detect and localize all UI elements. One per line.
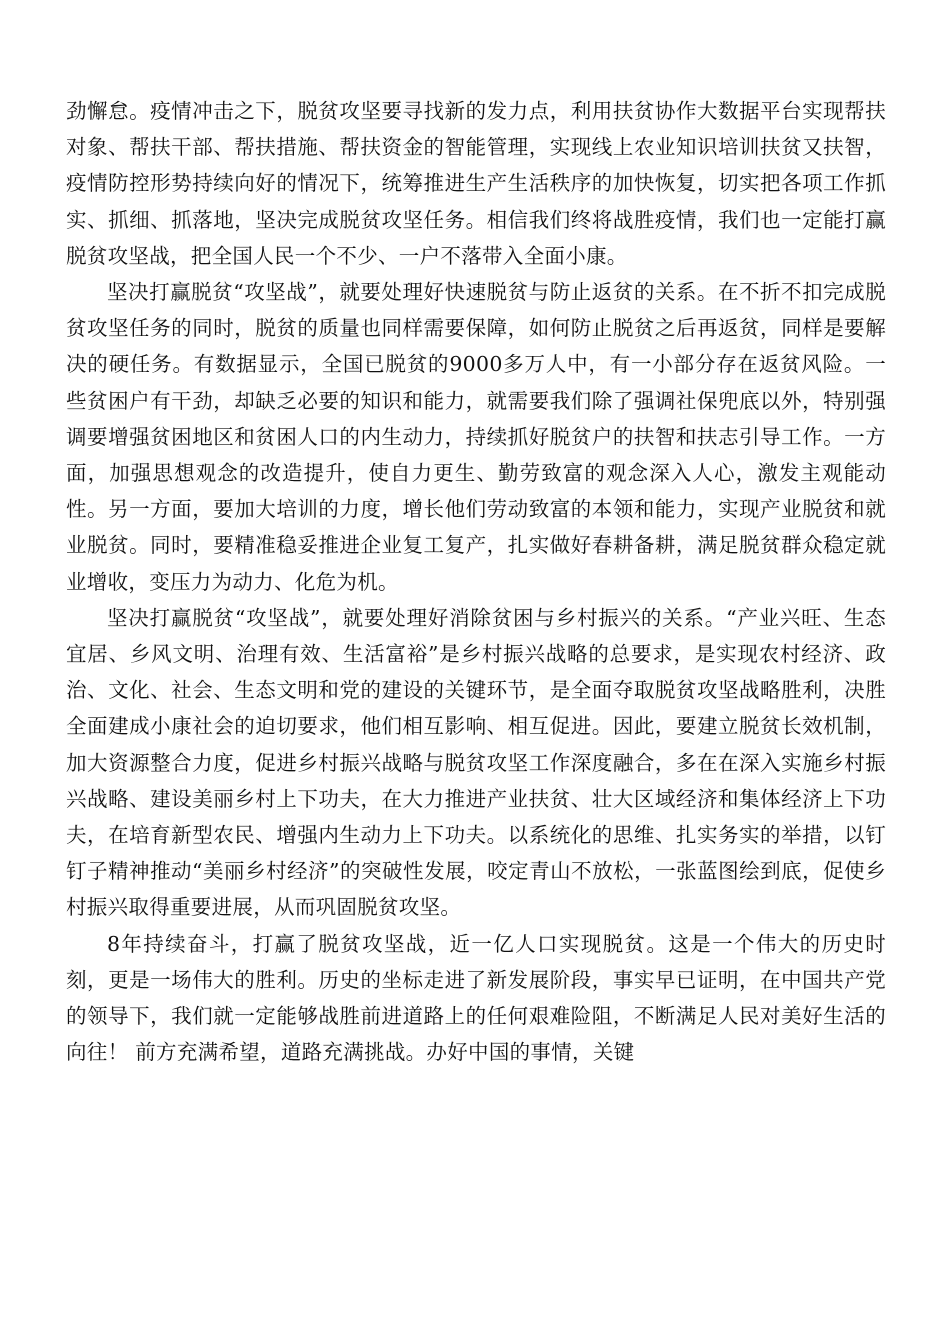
paragraph-3: 坚决打赢脱贫“攻坚战”，就要处理好消除贫困与乡村振兴的关系。“产业兴旺、生态宜居、乡风文明、治理有效、生活富裕”是乡村振兴战略的总要求，是实现农村经济、政治、文化、社会、生态文明和党的建设的关键环节，是全面夺取脱贫攻坚战略胜利，决胜全面建成小康社会的迫切要求，他们相互影响、相互促进。因此，要建立脱贫长效机制，加大资源整合力度，促进乡村振兴战略与脱贫攻坚工作深度融合，多在在深入实施乡村振兴战略、建设美丽乡村上下功夫，在大力推进产业扶贫、壮大区域经济和集体经济上下功夫，在培育新型农民、增强内生动力上下功夫。以系统化的思维、扎实务实的举措，以钉钉子精神推动“美丽乡村经济”的突破性发展，咬定青山不放松，一张蓝图绘到底，促使乡村振兴取得重要进展，从而巩固脱贫攻坚。 — [66, 605, 886, 920]
paragraph-1: 劲懈怠。疫情冲击之下，脱贫攻坚要寻找新的发力点，利用扶贫协作大数据平台实现帮扶对象、帮扶干部、帮扶措施、帮扶资金的智能管理，实现线上农业知识培训扶贫又扶智，疫情防控形势持续向好的情况下，统筹推进生产生活秩序的加快恢复，切实把各项工作抓实、抓细、抓落地，坚决完成脱贫攻坚任务。相信我们终将战胜疫情，我们也一定能打赢脱贫攻坚战，把全国人民一个不少、一户不落带入全面小康。 — [66, 99, 886, 268]
paragraph-4: 8年持续奋斗，打赢了脱贫攻坚战，近一亿人口实现脱贫。这是一个伟大的历史时刻，更是一场伟大的胜利。历史的坐标走进了新发展阶段，事实早已证明，在中国共产党的领导下，我们就一定能够战胜前进道路上的任何艰难险阻，不断满足人民对美好生活的向往！ 前方充满希望，道路充满挑战。办好中国的事情，关键 — [66, 931, 886, 1065]
paragraph-2: 坚决打赢脱贫“攻坚战”，就要处理好快速脱贫与防止返贫的关系。在不折不扣完成脱贫攻坚任务的同时，脱贫的质量也同样需要保障，如何防止脱贫之后再返贫，同样是要解决的硬任务。有数据显示，全国已脱贫的9000多万人中，有一小部分存在返贫风险。一些贫困户有干劲，却缺乏必要的知识和能力，就需要我们除了强调社保兜底以外，特别强调要增强贫困地区和贫困人口的内生动力，持续抓好脱贫户的扶智和扶志引导工作。一方面，加强思想观念的改造提升，使自力更生、勤劳致富的观念深入人心，激发主观能动性。另一方面，要加大培训的力度，增长他们劳动致富的本领和能力，实现产业脱贫和就业脱贫。同时，要精准稳妥推进企业复工复产，扎实做好春耕备耕，满足脱贫群众稳定就业增收，变压力为动力、化危为机。 — [66, 280, 886, 594]
document-body — [66, 93, 886, 1070]
